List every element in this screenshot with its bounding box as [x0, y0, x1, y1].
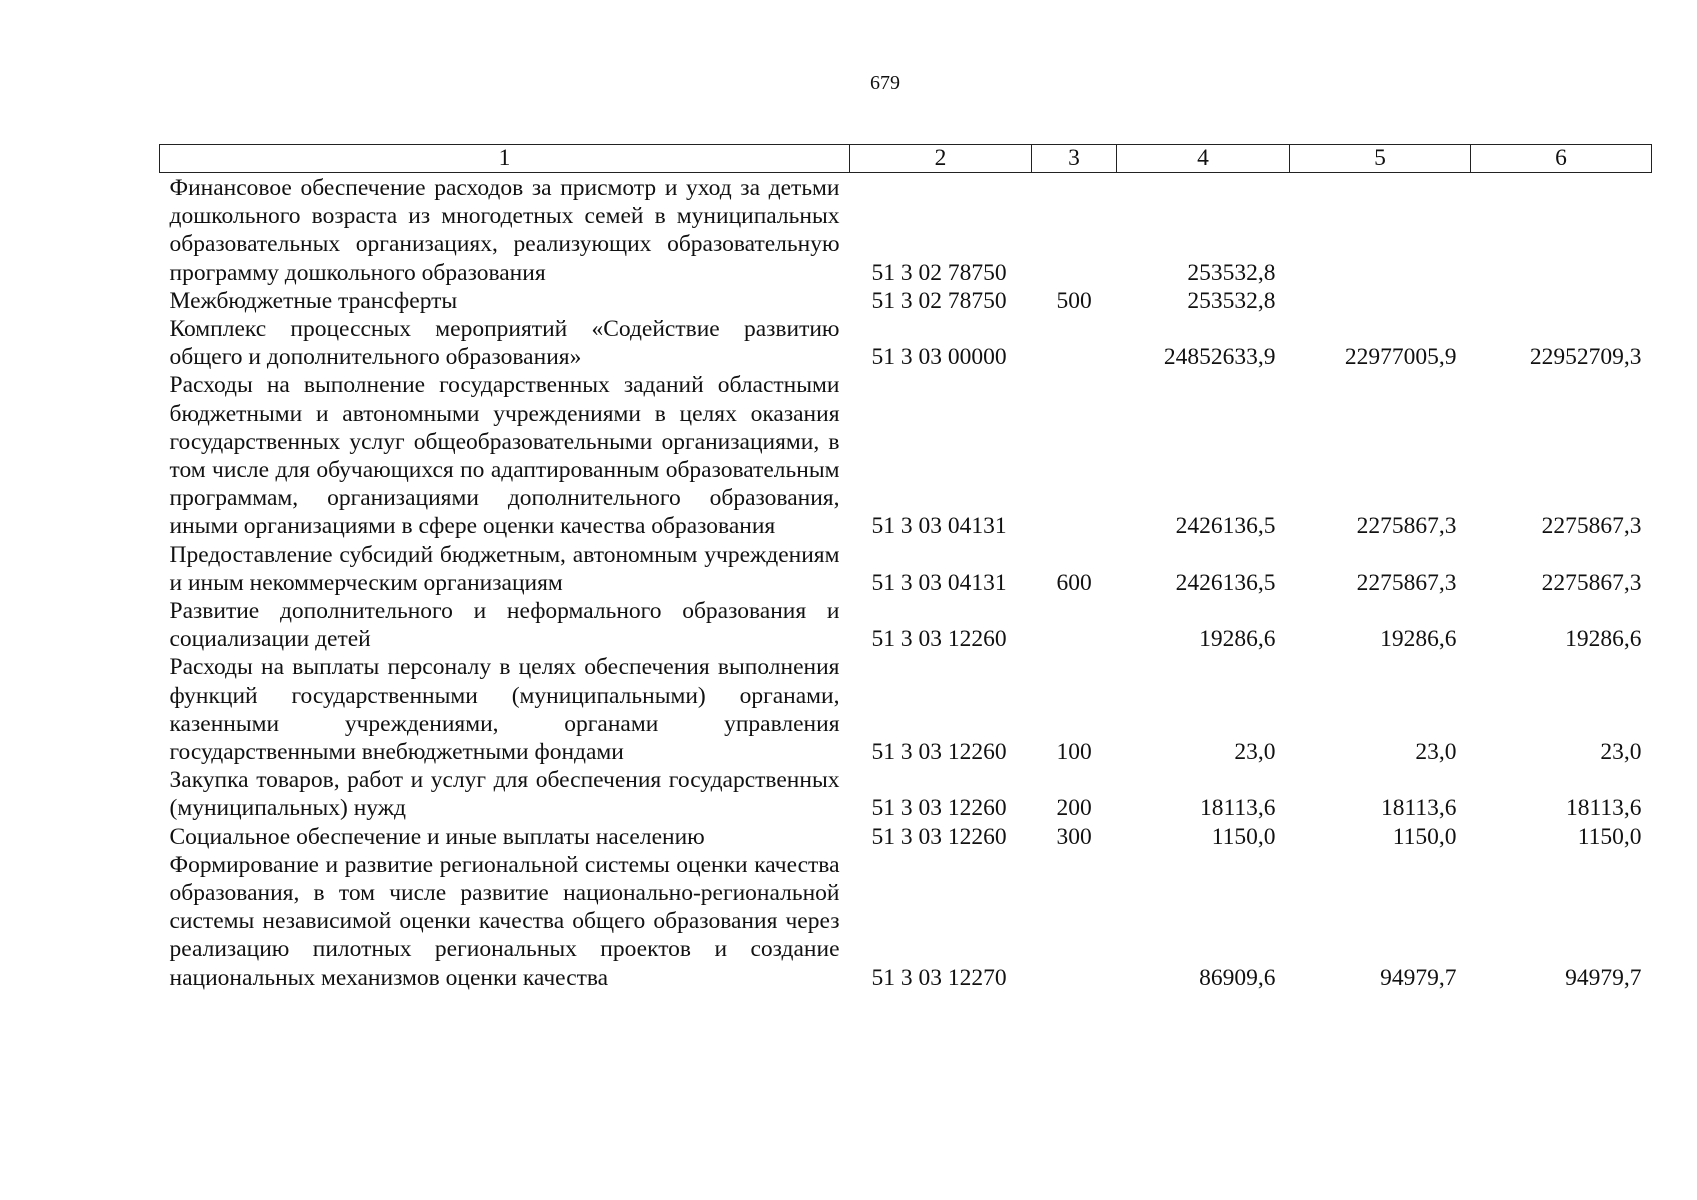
row-value-5: 2275867,3 — [1356, 569, 1457, 596]
budget-table — [159, 144, 1652, 992]
row-kind — [1032, 597, 1117, 653]
table-row — [160, 851, 1652, 992]
header-cell: 2 — [850, 145, 1032, 173]
table-row — [160, 597, 1652, 653]
row-value-6 — [1471, 287, 1652, 315]
row-value-6: 23,0 — [1600, 739, 1642, 766]
row-value-5: 2275867,3 — [1356, 513, 1457, 540]
row-code: 51 3 03 00000 — [871, 344, 1007, 371]
row-kind: 200 — [1056, 795, 1092, 822]
row-value-5 — [1290, 287, 1471, 315]
row-value-6: 2275867,3 — [1541, 513, 1642, 540]
row-kind: 500 — [1056, 287, 1092, 314]
row-value-5: 1150,0 — [1392, 823, 1457, 850]
row-value-5: 19286,6 — [1380, 626, 1457, 653]
row-value-5: 18113,6 — [1380, 795, 1457, 822]
row-value-6: 22952709,3 — [1529, 344, 1642, 371]
row-value-4: 24852633,9 — [1163, 344, 1276, 371]
row-value-4: 86909,6 — [1199, 964, 1276, 991]
row-value-4: 19286,6 — [1199, 626, 1276, 653]
row-value-5: 23,0 — [1415, 739, 1457, 766]
row-kind — [1032, 371, 1117, 540]
row-value-6: 18113,6 — [1565, 795, 1642, 822]
row-code: 51 3 03 12260 — [871, 739, 1007, 766]
header-cell: 3 — [1032, 145, 1117, 173]
row-code: 51 3 03 12260 — [871, 795, 1007, 822]
row-value-6: 94979,7 — [1565, 964, 1642, 991]
row-kind: 100 — [1056, 739, 1092, 766]
row-name: Развитие дополнительного и неформального образования и социализации детей — [169, 598, 840, 653]
table-row — [160, 287, 1652, 315]
row-code: 51 3 03 04131 — [871, 569, 1007, 596]
page-number: 679 — [870, 72, 900, 94]
row-name: Расходы на выплаты персоналу в целях обеспечения выполнения функций государственными (муниципальными) органами, казенными учреждениями, органами управления государственными внебюджетными фондами — [169, 654, 840, 766]
row-code: 51 3 03 12260 — [871, 626, 1007, 653]
header-cell: 1 — [160, 145, 850, 173]
row-name: Предоставление субсидий бюджетным, автономным учреждениям и иным некоммерческим организациям — [169, 541, 840, 596]
header-cell: 6 — [1471, 145, 1652, 173]
row-name: Формирование и развитие региональной системы оценки качества образования, в том числе развитие национально-региональной системы независимой оценки качества общего образования через реализацию пилотных региональных проектов и создание национальных механизмов оценки качества — [169, 851, 840, 991]
row-value-5: 94979,7 — [1380, 964, 1457, 991]
row-kind — [1032, 851, 1117, 992]
row-value-4: 2426136,5 — [1175, 569, 1276, 596]
row-value-4: 1150,0 — [1211, 823, 1276, 850]
row-kind: 600 — [1056, 569, 1092, 596]
table-row — [160, 371, 1652, 540]
row-name: Закупка товаров, работ и услуг для обеспечения государственных (муниципальных) нужд — [169, 767, 840, 822]
row-value-4: 23,0 — [1234, 739, 1276, 766]
header-row — [160, 145, 1652, 173]
row-code: 51 3 02 78750 — [871, 287, 1007, 314]
row-name: Расходы на выполнение государственных заданий областными бюджетными и автономными учреждениями в целях оказания государственных услуг общеобразовательными организациями, в том числе для обучающихся по адаптированным образовательным программам, организациями дополнительного образования, иными организациями в сфере оценки качества образования — [169, 372, 840, 540]
row-value-5: 22977005,9 — [1344, 344, 1457, 371]
row-value-4: 253532,8 — [1187, 259, 1276, 286]
row-kind — [1032, 173, 1117, 287]
row-name: Комплекс процессных мероприятий «Содействие развитию общего и дополнительного образования» — [169, 316, 840, 371]
row-value-6 — [1471, 173, 1652, 287]
row-value-5 — [1290, 173, 1471, 287]
row-code: 51 3 03 12270 — [871, 964, 1007, 991]
row-kind: 300 — [1056, 823, 1092, 850]
table-row — [160, 315, 1652, 371]
row-code: 51 3 02 78750 — [871, 259, 1007, 286]
row-kind — [1032, 315, 1117, 371]
table-row — [160, 766, 1652, 822]
header-cell: 5 — [1290, 145, 1471, 173]
row-code: 51 3 03 04131 — [871, 513, 1007, 540]
row-value-4: 2426136,5 — [1175, 513, 1276, 540]
row-value-6: 19286,6 — [1565, 626, 1642, 653]
row-value-6: 1150,0 — [1577, 823, 1642, 850]
row-name: Социальное обеспечение и иные выплаты населению — [169, 823, 705, 850]
row-value-4: 18113,6 — [1199, 795, 1276, 822]
row-name: Межбюджетные трансферты — [169, 287, 458, 314]
row-value-6: 2275867,3 — [1541, 569, 1642, 596]
row-code: 51 3 03 12260 — [871, 823, 1007, 850]
table-row — [160, 541, 1652, 597]
table-row — [160, 823, 1652, 851]
row-name: Финансовое обеспечение расходов за присмотр и уход за детьми дошкольного возраста из многодетных семей в муниципальных образовательных организациях, реализующих образовательную программу дошкольного образования — [169, 175, 840, 286]
header-cell: 4 — [1117, 145, 1290, 173]
table-row — [160, 653, 1652, 766]
table-row — [160, 173, 1652, 287]
row-value-4: 253532,8 — [1187, 287, 1276, 314]
